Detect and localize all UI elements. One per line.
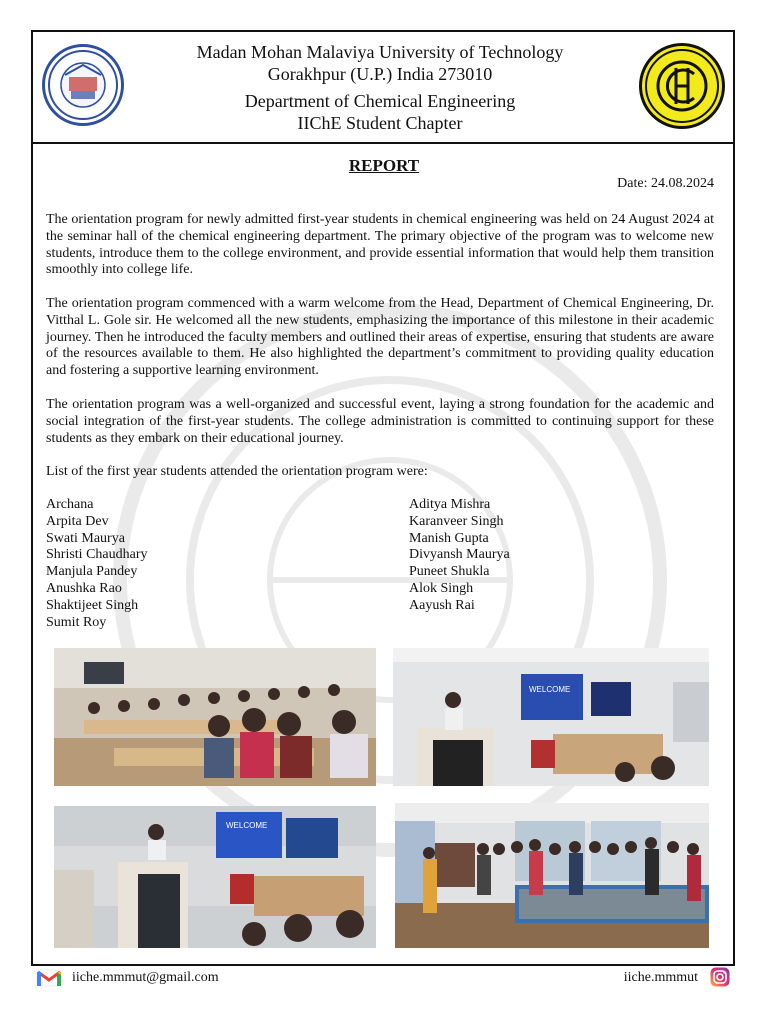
- paragraph-list-intro: List of the first year students attended the orientation program were:: [46, 464, 428, 479]
- student-name: Puneet Shukla: [409, 564, 490, 580]
- university-seal-icon: [42, 44, 124, 126]
- student-name: Divyansh Maurya: [409, 547, 510, 563]
- paragraph-welcome: The orientation program commenced with a warm welcome from the Head, Department of Chemical Engineering, Dr. Vitthal L. Gole sir. He welcomed all the new students, emphasizing the importance of this milestone in their academic journey. Then he introduced the faculty members and outlined their areas of expertise, ensuring that students are aware of the resources available to them. He also highlighted the department’s commitment to providing quality education and fostering a supportive learning environment.: [46, 296, 714, 379]
- slide-welcome-text: WELCOME: [529, 685, 571, 694]
- student-name: Aayush Rai: [409, 597, 475, 613]
- student-name: Anushka Rao: [46, 580, 122, 596]
- iiche-logo-icon: [639, 43, 725, 129]
- student-list-left: [46, 497, 148, 631]
- report-title: REPORT: [348, 156, 420, 175]
- student-name: Arpita Dev: [46, 513, 109, 529]
- paragraph-conclusion: The orientation program was a well-organized and successful event, laying a strong foundation for the academic and social integration of the first-year students. The college administration is committed to continuing support for these students as they embark on their educational journey.: [46, 397, 714, 446]
- instagram-icon[interactable]: [710, 967, 730, 987]
- department-name: Department of Chemical Engineering: [244, 91, 516, 111]
- report-date: Date: 24.08.2024: [617, 176, 714, 191]
- student-name: Shaktijeet Singh: [46, 597, 139, 613]
- student-name: Karanveer Singh: [409, 513, 504, 529]
- paragraph-intro: The orientation program for newly admitted first-year students in chemical engineering was held on 24 August 2024 at the seminar hall of the chemical engineering department. The primary objective of the program was to welcome new students, introduce them to the college environment, and provide essential information that would help them transition smoothly into college life.: [46, 212, 714, 278]
- photo-audience: [54, 648, 376, 786]
- university-name: Madan Mohan Malaviya University of Technology: [196, 42, 564, 62]
- student-name: Aditya Mishra: [409, 497, 491, 512]
- photo-welcome-screen: [54, 806, 376, 948]
- student-name: Alok Singh: [409, 580, 474, 596]
- student-name: Sumit Roy: [46, 614, 107, 630]
- student-name: Shristi Chaudhary: [46, 547, 148, 563]
- student-name: Manjula Pandey: [46, 564, 138, 580]
- photo-podium-speaker: [393, 648, 709, 786]
- student-name: Swati Maurya: [46, 530, 125, 546]
- chapter-name: IIChE Student Chapter: [297, 113, 463, 133]
- slide-welcome-text: WELCOME: [226, 821, 268, 830]
- footer-email-link[interactable]: iiche.mmmut@gmail.com: [72, 970, 219, 985]
- university-location: Gorakhpur (U.P.) India 273010: [267, 64, 493, 84]
- student-list-right: [409, 497, 510, 615]
- photo-students-standing: [395, 803, 709, 948]
- footer-instagram-handle[interactable]: iiche.mmmut: [623, 970, 698, 985]
- student-name: Manish Gupta: [409, 530, 489, 546]
- gmail-icon: [36, 969, 62, 987]
- student-name: Archana: [46, 497, 94, 512]
